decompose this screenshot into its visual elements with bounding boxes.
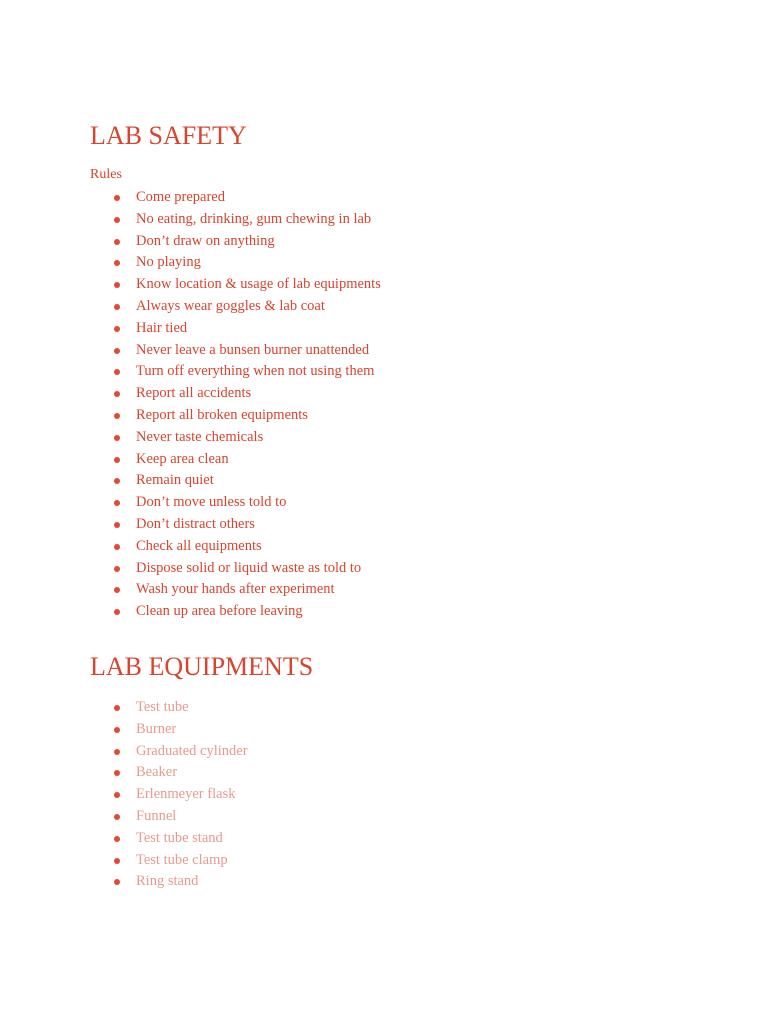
- bullet-icon: [114, 836, 120, 842]
- rules-subheading: Rules: [90, 167, 122, 182]
- rules-list: [0, 187, 768, 623]
- list-item: [0, 806, 768, 828]
- list-item: [0, 383, 768, 405]
- bullet-icon: [114, 369, 120, 375]
- list-item: [0, 828, 768, 850]
- bullet-icon: [114, 282, 120, 288]
- list-item-text: No playing: [136, 254, 201, 271]
- list-item: [0, 252, 768, 274]
- list-item-text: Report all accidents: [136, 385, 252, 402]
- list-item: [0, 492, 768, 514]
- list-item-text: Ring stand: [136, 873, 199, 890]
- list-item: [0, 427, 768, 449]
- list-item-text: Graduated cylinder: [136, 742, 248, 759]
- list-item-text: Test tube: [136, 699, 189, 715]
- bullet-icon: [114, 609, 120, 615]
- bullet-icon: [114, 770, 120, 776]
- list-item: [0, 514, 768, 536]
- bullet-icon: [114, 260, 120, 266]
- list-item: [0, 231, 768, 253]
- list-item-text: Wash your hands after experiment: [136, 581, 335, 598]
- list-item: [0, 784, 768, 806]
- list-item-text: Test tube stand: [136, 829, 223, 846]
- list-item-text: Always wear goggles & lab coat: [136, 297, 325, 314]
- list-item-text: Hair tied: [136, 319, 188, 336]
- bullet-icon: [114, 217, 120, 223]
- list-item: [0, 558, 768, 580]
- equipment-list: [0, 697, 768, 893]
- list-item-text: Burner: [136, 720, 177, 737]
- bullet-icon: [114, 457, 120, 463]
- list-item: [0, 579, 768, 601]
- bullet-icon: [114, 727, 120, 733]
- bullet-icon: [114, 544, 120, 550]
- list-item: [0, 871, 768, 893]
- bullet-icon: [114, 326, 120, 332]
- bullet-icon: [114, 705, 120, 711]
- list-item-text: Never taste chemicals: [136, 428, 264, 445]
- list-item-text: Dispose solid or liquid waste as told to: [136, 559, 362, 576]
- list-item: [0, 296, 768, 318]
- bullet-icon: [114, 391, 120, 397]
- lab-safety-heading: LAB SAFETY: [90, 121, 247, 150]
- list-item: [0, 536, 768, 558]
- list-item-text: Clean up area before leaving: [136, 603, 303, 620]
- bullet-icon: [114, 500, 120, 506]
- list-item-text: Know location & usage of lab equipments: [136, 276, 381, 293]
- list-item: [0, 449, 768, 471]
- list-item-text: Don’t move unless told to: [136, 494, 287, 511]
- bullet-icon: [114, 814, 120, 820]
- list-item: [0, 601, 768, 623]
- list-item-text: Turn off everything when not using them: [136, 363, 375, 380]
- list-item-text: Test tube clamp: [136, 851, 228, 868]
- bullet-icon: [114, 749, 120, 755]
- bullet-icon: [114, 348, 120, 354]
- list-item: [0, 762, 768, 784]
- list-item-text: Come prepared: [136, 189, 225, 205]
- list-item-text: Never leave a bunsen burner unattended: [136, 341, 370, 358]
- bullet-icon: [114, 304, 120, 310]
- bullet-icon: [114, 435, 120, 441]
- list-item-text: Remain quiet: [136, 472, 214, 489]
- bullet-icon: [114, 522, 120, 528]
- list-item-text: No eating, drinking, gum chewing in lab: [136, 210, 372, 227]
- list-item-text: Don’t draw on anything: [136, 232, 275, 249]
- list-item: [0, 741, 768, 763]
- bullet-icon: [114, 879, 120, 885]
- list-item: [0, 274, 768, 296]
- list-item-text: Erlenmeyer flask: [136, 786, 236, 803]
- list-item: [0, 470, 768, 492]
- list-item: [0, 340, 768, 362]
- list-item: [0, 361, 768, 383]
- bullet-icon: [114, 566, 120, 572]
- bullet-icon: [114, 413, 120, 419]
- bullet-icon: [114, 195, 120, 201]
- list-item: [0, 697, 768, 719]
- lab-equipments-heading: LAB EQUIPMENTS: [90, 652, 314, 681]
- list-item-text: Beaker: [136, 764, 178, 781]
- bullet-icon: [114, 239, 120, 245]
- bullet-icon: [114, 478, 120, 484]
- list-item: [0, 187, 768, 209]
- list-item: [0, 318, 768, 340]
- list-item-text: Keep area clean: [136, 450, 229, 467]
- bullet-icon: [114, 587, 120, 593]
- list-item: [0, 719, 768, 741]
- bullet-icon: [114, 792, 120, 798]
- list-item: [0, 209, 768, 231]
- list-item-text: Don’t distract others: [136, 515, 255, 532]
- list-item-text: Funnel: [136, 807, 177, 824]
- bullet-icon: [114, 858, 120, 864]
- list-item: [0, 405, 768, 427]
- list-item-text: Check all equipments: [136, 537, 262, 554]
- list-item-text: Report all broken equipments: [136, 406, 308, 423]
- list-item: [0, 850, 768, 872]
